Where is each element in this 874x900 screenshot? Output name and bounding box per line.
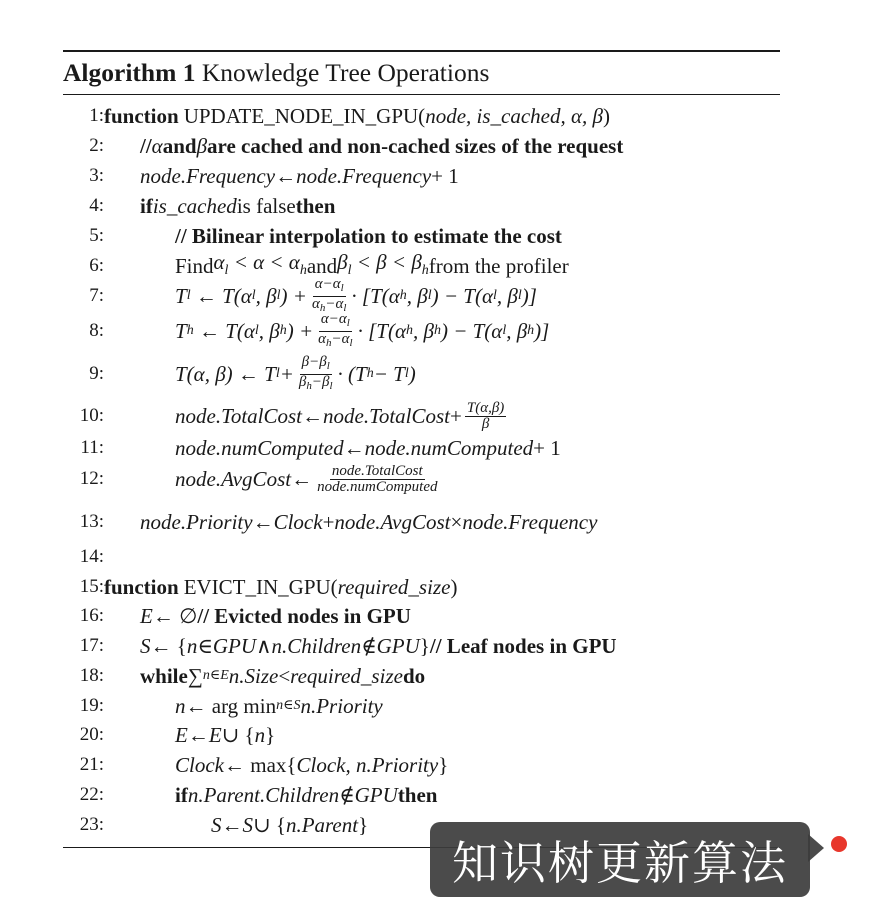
comment: // Bilinear interpolation to estimate the cost	[175, 224, 562, 248]
lhs: T(α, β)	[175, 362, 233, 386]
line-number: 4:	[89, 195, 104, 216]
expr: ← arg min	[185, 694, 277, 718]
line-number: 3:	[89, 165, 104, 186]
expr: is_cached	[152, 194, 237, 218]
expr: ×	[450, 510, 463, 534]
expr: ∧	[256, 634, 272, 658]
expr: ←	[343, 436, 365, 460]
expr: n.Size	[228, 664, 279, 688]
line-number: 5:	[89, 225, 104, 246]
keyword: if	[140, 194, 153, 218]
numerator: node.TotalCost	[331, 462, 423, 479]
expr: ← max{	[223, 753, 297, 777]
keyword: then	[295, 194, 336, 218]
line-number: 9:	[89, 363, 104, 384]
expr: ← {	[150, 634, 187, 658]
line-number: 18:	[79, 665, 104, 686]
function-name: EVICT_IN_GPU(	[183, 575, 338, 599]
line-number: 19:	[79, 695, 104, 716]
comment-part: are cached and non-cached sizes of the request	[207, 134, 624, 158]
expr: + 1	[533, 436, 561, 460]
expr: ∪ {	[221, 723, 255, 747]
line-number: 17:	[79, 635, 104, 656]
expr: ∈	[197, 634, 213, 658]
title-rule	[63, 94, 780, 95]
expr: node.Frequency	[296, 164, 432, 188]
line-number: 20:	[79, 724, 104, 745]
expr: }	[265, 723, 276, 747]
expr: n.Children	[271, 634, 362, 658]
expr: +	[450, 404, 462, 428]
line-number: 7:	[89, 285, 104, 306]
lhs: T	[175, 319, 187, 343]
math: $\beta_l < \beta < \beta_h$	[337, 249, 429, 278]
keyword: function	[104, 575, 179, 599]
fraction	[465, 401, 506, 432]
expr: S	[242, 813, 253, 837]
line-number: 6:	[89, 255, 104, 276]
numerator: T(α,β)	[466, 399, 505, 416]
text: Find	[175, 254, 214, 278]
params: node, is_cached, α, β	[425, 104, 603, 128]
line-number: 16:	[79, 605, 104, 626]
expr: GPU	[376, 634, 420, 658]
denominator: node.numComputed	[317, 478, 438, 495]
math: T l ← T(α l , β l ) + $\frac{\alpha-\alpha_l}{\alpha_h-\alpha_l}$ · [T(α h , β l ) − T(α l , β l )]	[175, 275, 537, 314]
expr: }	[419, 634, 430, 658]
expr: n	[175, 694, 186, 718]
line-number: 21:	[79, 754, 104, 775]
expr: ∉	[339, 783, 355, 807]
expr: required_size	[290, 664, 403, 688]
expr: }	[358, 813, 369, 837]
expr: E	[208, 723, 222, 747]
text: and	[306, 254, 338, 278]
caption-pointer-icon	[808, 834, 824, 862]
comment: // Evicted nodes in GPU	[197, 604, 411, 628]
expr: E	[140, 604, 153, 628]
expr: + 1	[431, 164, 459, 188]
expr: ←	[252, 510, 274, 534]
function-name: UPDATE_NODE_IN_GPU(	[183, 104, 426, 128]
paren: )	[602, 104, 610, 128]
algorithm-name: Knowledge Tree Operations	[201, 58, 490, 87]
expr: +	[322, 510, 335, 534]
line-number: 13:	[79, 511, 104, 532]
algorithm-label: Algorithm 1	[63, 58, 196, 87]
expr: GPU	[212, 634, 257, 658]
expr: node.AvgCost	[334, 510, 451, 534]
expr: ∉	[361, 634, 377, 658]
comment-part: α	[151, 134, 163, 158]
expr: ←	[221, 813, 243, 837]
expr: node.numComputed	[364, 436, 534, 460]
line-number: 12:	[79, 468, 104, 489]
caption-text: 知识树更新算法	[452, 835, 788, 890]
top-rule	[63, 50, 780, 52]
line-number: 11:	[80, 437, 104, 458]
keyword: function	[104, 104, 179, 128]
comment: // Leaf nodes in GPU	[429, 634, 617, 658]
expr: node.Frequency	[140, 164, 276, 188]
keyword: do	[402, 664, 426, 688]
line-number: 23:	[79, 814, 104, 835]
comment	[140, 131, 623, 161]
lhs: T	[175, 284, 187, 308]
expr: <	[278, 664, 291, 688]
denominator: β	[481, 415, 490, 432]
expr: Clock	[175, 753, 224, 777]
keyword: then	[397, 783, 438, 807]
expr: }	[438, 753, 449, 777]
expr: n.Parent	[285, 813, 359, 837]
line-number: 14:	[79, 546, 104, 567]
expr: node.AvgCost	[175, 467, 292, 491]
expr: ←	[302, 404, 324, 428]
algorithm-block	[63, 0, 780, 900]
expr: ←	[187, 723, 209, 747]
line-number: 1:	[89, 105, 104, 126]
expr: S	[211, 813, 222, 837]
keyword: if	[175, 783, 188, 807]
algorithm-title	[63, 57, 489, 89]
expr: is false	[236, 194, 296, 218]
expr: node.TotalCost	[323, 404, 451, 428]
expr: GPU	[354, 783, 398, 807]
line-number: 2:	[89, 135, 104, 156]
expr: n	[254, 723, 266, 747]
expr: node.Priority	[140, 510, 253, 534]
line-number: 15:	[79, 576, 104, 597]
red-dot-icon	[831, 836, 847, 852]
line-number: 22:	[79, 784, 104, 805]
fraction	[315, 464, 439, 495]
line-number: 8:	[89, 320, 104, 341]
keyword: while	[140, 664, 188, 688]
expr: n.Priority	[300, 694, 383, 718]
expr: n.Parent.Children	[187, 783, 340, 807]
expr: Clock	[273, 510, 323, 534]
math: T(α, β) ← T l + $\frac{\beta-\beta_l}{\beta_h-\beta_l}$ · (T h − T l )	[175, 353, 416, 392]
expr: E	[175, 723, 188, 747]
caption-overlay	[430, 822, 810, 897]
subscript: n∈E	[202, 668, 229, 683]
params: required_size	[337, 575, 451, 599]
expr: node.Frequency	[462, 510, 598, 534]
expr: S	[140, 634, 151, 658]
expr: ←	[275, 164, 297, 188]
expr: n	[186, 634, 198, 658]
expr: Clock, n.Priority	[296, 753, 439, 777]
expr: ←	[291, 467, 313, 491]
comment-part: β	[196, 134, 208, 158]
paren: )	[450, 575, 458, 599]
expr: node.TotalCost	[175, 404, 303, 428]
comment-part: //	[140, 134, 152, 158]
expr: node.numComputed	[175, 436, 344, 460]
sum-symbol: ∑	[187, 664, 203, 688]
text: from the profiler	[428, 254, 569, 278]
expr: ∪ {	[253, 813, 286, 837]
comment-part: and	[162, 134, 197, 158]
line-number: 10:	[79, 405, 104, 426]
expr: ← ∅	[152, 604, 198, 628]
math: $\alpha_l < \alpha < \alpha_h$	[213, 249, 307, 278]
math: T h ← T(α l , β h ) + $\frac{\alpha-\alpha_l}{\alpha_h-\alpha_l}$ · [T(α h , β h ) − T(α l , β h )]	[175, 310, 550, 349]
subscript: n∈S	[276, 698, 301, 713]
